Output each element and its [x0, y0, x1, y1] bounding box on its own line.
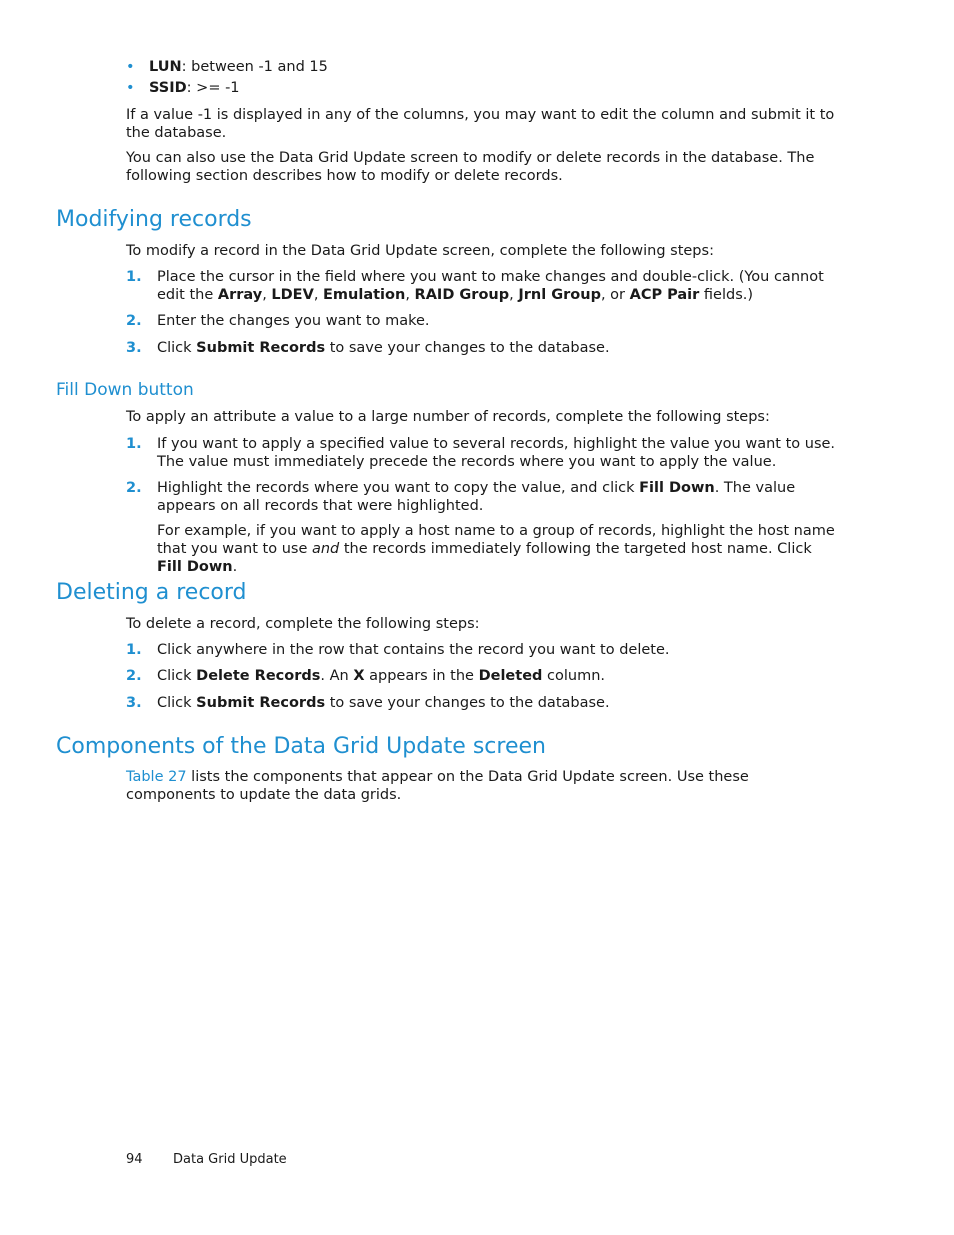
section-paragraph: Table 27 lists the components that appear on the Data Grid Update screen. Use these components to update the data grids. [126, 769, 749, 803]
section-heading: Components of the Data Grid Update screen [56, 734, 546, 759]
section-intro: To apply an attribute a value to a large number of records, complete the following steps: [126, 409, 770, 425]
section-heading: Modifying records [56, 207, 252, 232]
step-text: Click Submit Records to save your changes to the database. [157, 695, 610, 711]
example-paragraph [126, 522, 838, 576]
step-text: Click Delete Records. An X appears in the Deleted column. [157, 668, 606, 684]
step-number: 2. [126, 313, 142, 329]
bullet-term: SSID [149, 80, 187, 96]
bullet-item [126, 79, 240, 97]
intro-paragraph: If a value -1 is displayed in any of the columns, you may want to edit the column and submit it to the database. [126, 107, 835, 141]
step-item [126, 667, 838, 685]
step-text: Click Submit Records to save your changes to the database. [157, 340, 610, 356]
section-intro: To modify a record in the Data Grid Update screen, complete the following steps: [126, 243, 714, 259]
section-intro: To delete a record, complete the following steps: [126, 616, 480, 632]
step-number: 1. [126, 436, 142, 452]
step-text: If you want to apply a specified value to several records, highlight the value you want to use. The value must immediately precede the records where you want to apply the value. [157, 436, 836, 470]
step-number: 1. [126, 642, 142, 658]
step-text: Highlight the records where you want to copy the value, and click Fill Down. The value appears on all records that were highlighted. [157, 480, 796, 514]
bullet-icon: • [126, 80, 135, 96]
step-item [126, 479, 838, 515]
step-item [126, 339, 838, 357]
step-number: 3. [126, 340, 142, 356]
bullet-text: : >= -1 [186, 80, 240, 96]
footer-section-title: Data Grid Update [173, 1152, 287, 1167]
step-item [126, 312, 838, 330]
step-text: Enter the changes you want to make. [157, 313, 430, 329]
example-text: For example, if you want to apply a host name to a group of records, highlight the host name that you want to use and the records immediately following the targeted host name. Click Fill Down. [157, 523, 835, 575]
bullet-text: : between -1 and 15 [181, 59, 328, 75]
step-item [126, 435, 838, 471]
step-text: Place the cursor in the field where you want to make changes and double-click. (You cannot edit the Array, LDEV, Emulation, RAID Group, Jrnl Group, or ACP Pair fields.) [157, 269, 824, 303]
step-number: 2. [126, 480, 142, 496]
bullet-item [126, 58, 328, 76]
step-item [126, 641, 838, 659]
step-number: 2. [126, 668, 142, 684]
subsection-heading: Fill Down button [56, 380, 194, 400]
intro-paragraph: You can also use the Data Grid Update screen to modify or delete records in the database. The following section describes how to modify or delete records. [126, 150, 815, 184]
step-text: Click anywhere in the row that contains the record you want to delete. [157, 642, 670, 658]
section-heading: Deleting a record [56, 580, 247, 605]
step-number: 1. [126, 269, 142, 285]
page-number: 94 [126, 1152, 143, 1167]
step-item [126, 268, 838, 304]
step-item [126, 694, 838, 712]
bullet-icon: • [126, 59, 135, 75]
table-link[interactable]: Table 27 [126, 769, 187, 785]
bullet-term: LUN [149, 59, 182, 75]
step-number: 3. [126, 695, 142, 711]
